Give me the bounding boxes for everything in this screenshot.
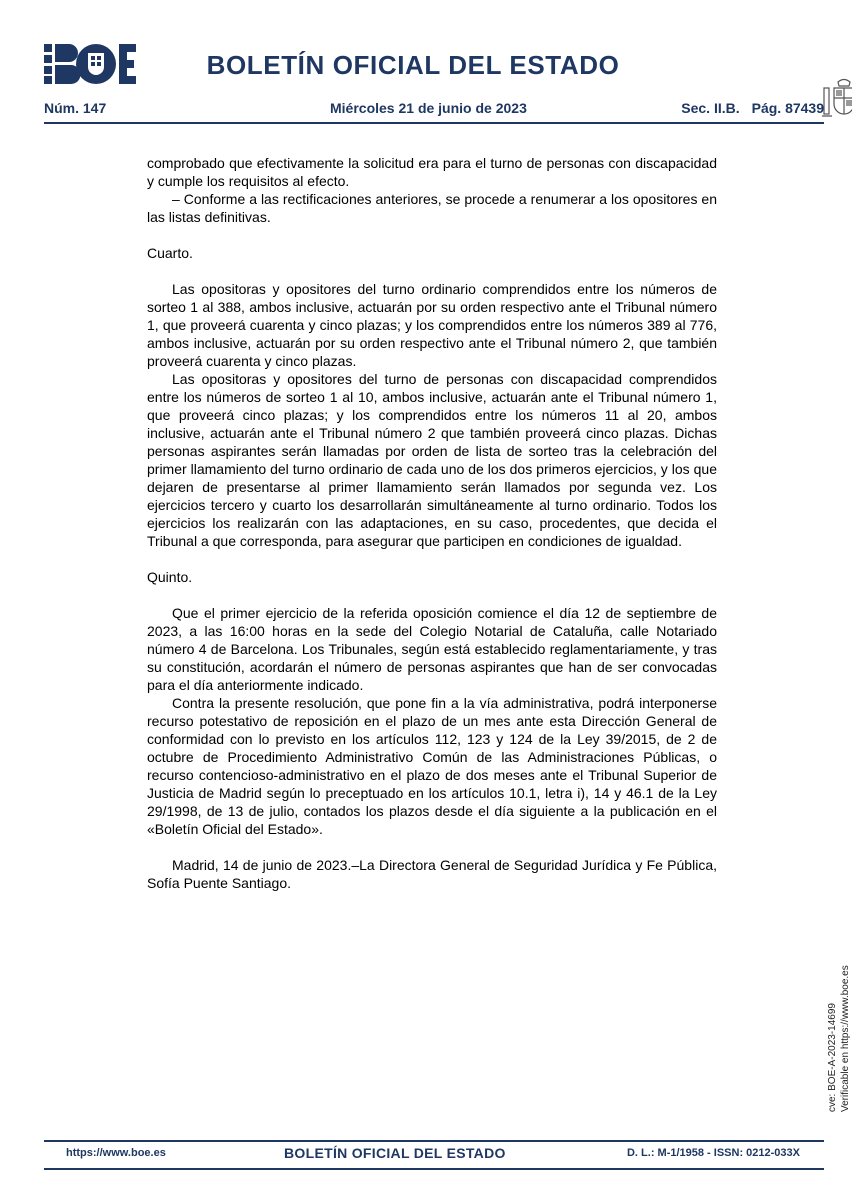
paragraph: – Conforme a las rectificaciones anteriores, se procede a renumerar a los opositores en las listas definitivas. [147,191,717,225]
header-rule [44,122,824,124]
section-heading-quinto: Quinto. [147,569,193,585]
document-body [147,154,717,892]
section-label: Sec. II.B. [681,100,740,116]
issue-date: Miércoles 21 de junio de 2023 [330,100,527,116]
page-title: BOLETÍN OFICIAL DEL ESTADO [206,50,620,80]
page-footer [44,1140,824,1170]
issue-number: Núm. 147 [44,100,107,116]
paragraph: Las opositoras y opositores del turno ordinario comprendidos entre los números de sorteo 1 al 388, ambos inclusive, actuarán por su orden respectivo ante el Tribunal número 1, que proveerá cuarenta y cinco plazas; y los comprendidos entre los números 389 al 776, ambos inclusive, actuarán por su orden respectivo ante el Tribunal número 2, que también proveerá cuarenta y cinco plazas. [147,281,717,369]
cve-code: cve: BOE-A-2023-14699 [827,1003,838,1112]
verification-link[interactable]: Verificable en https://www.boe.es [840,965,851,1112]
paragraph: comprobado que efectivamente la solicitud era para el turno de personas con discapacidad y cumple los requisitos al efecto. [147,155,717,189]
legal-deposit: D. L.: M-1/1958 - ISSN: 0212-033X [626,1147,800,1159]
page-number: Pág. 87439 [751,100,824,116]
paragraph: Contra la presente resolución, que pone fin a la vía administrativa, podrá interponerse recurso potestativo de reposición en el plazo de un mes ante esta Dirección General de conformidad con lo previsto en los artículos 112, 123 y 124 de la Ley 39/2015, de 2 de octubre de Procedimiento Administrativo Común de las Administraciones Públicas, o recurso contencioso-administrativo en el plazo de dos meses ante el Tribunal Superior de Justicia de Madrid según lo preceptuado en los artículos 10.1, letra i), 14 y 46.1 de la Ley 29/1998, de 13 de julio, contados los plazos desde el día siguiente a la publicación en el «Boletín Oficial del Estado». [147,695,717,837]
paragraph: Las opositoras y opositores del turno de personas con discapacidad comprendidos entre los números de sorteo 1 al 10, ambos inclusive, actuarán ante el Tribunal número 1, que proveerá cinco plazas; y los comprendidos entre los números 11 al 20, ambos inclusive, actuarán ante el Tribunal número 2 que también proveerá cinco plazas. Dichas personas aspirantes serán llamadas por orden de lista de sorteo tras la celebración del primer llamamiento del turno ordinario de cada uno de los dos primeros ejercicios, y los que dejaren de presentarse al primer llamamiento serán llamados por segunda vez. Los ejercicios tercero y cuarto los desarrollarán simultáneamente al turno ordinario. Todos los ejercicios los realizarán con las adaptaciones, en su caso, procedentes, que decida el Tribunal a que corresponda, para asegurar que participen en condiciones de igualdad. [147,371,717,549]
verification-sidebar [826,965,852,1112]
footer-url-link[interactable]: https://www.boe.es [66,1147,166,1159]
paragraph: Que el primer ejercicio de la referida oposición comience el día 12 de septiembre de 2023, a las 16:00 horas en la sede del Colegio Notarial de Cataluña, calle Notariado número 4 de Barcelona. Los Tribunales, según está establecido reglamentariamente, y tras su constitución, acordarán el número de personas aspirantes que han de ser convocadas para el día anteriormente indicado. [147,605,717,693]
section-page [681,100,824,116]
footer-title: BOLETÍN OFICIAL DEL ESTADO [284,1145,506,1161]
coat-of-arms-icon [820,76,852,124]
boe-logo [44,44,136,84]
signature-paragraph: Madrid, 14 de junio de 2023.–La Directora General de Seguridad Jurídica y Fe Pública, Sofía Puente Santiago. [147,857,717,891]
issue-meta [44,100,824,122]
section-heading-cuarto: Cuarto. [147,245,193,261]
